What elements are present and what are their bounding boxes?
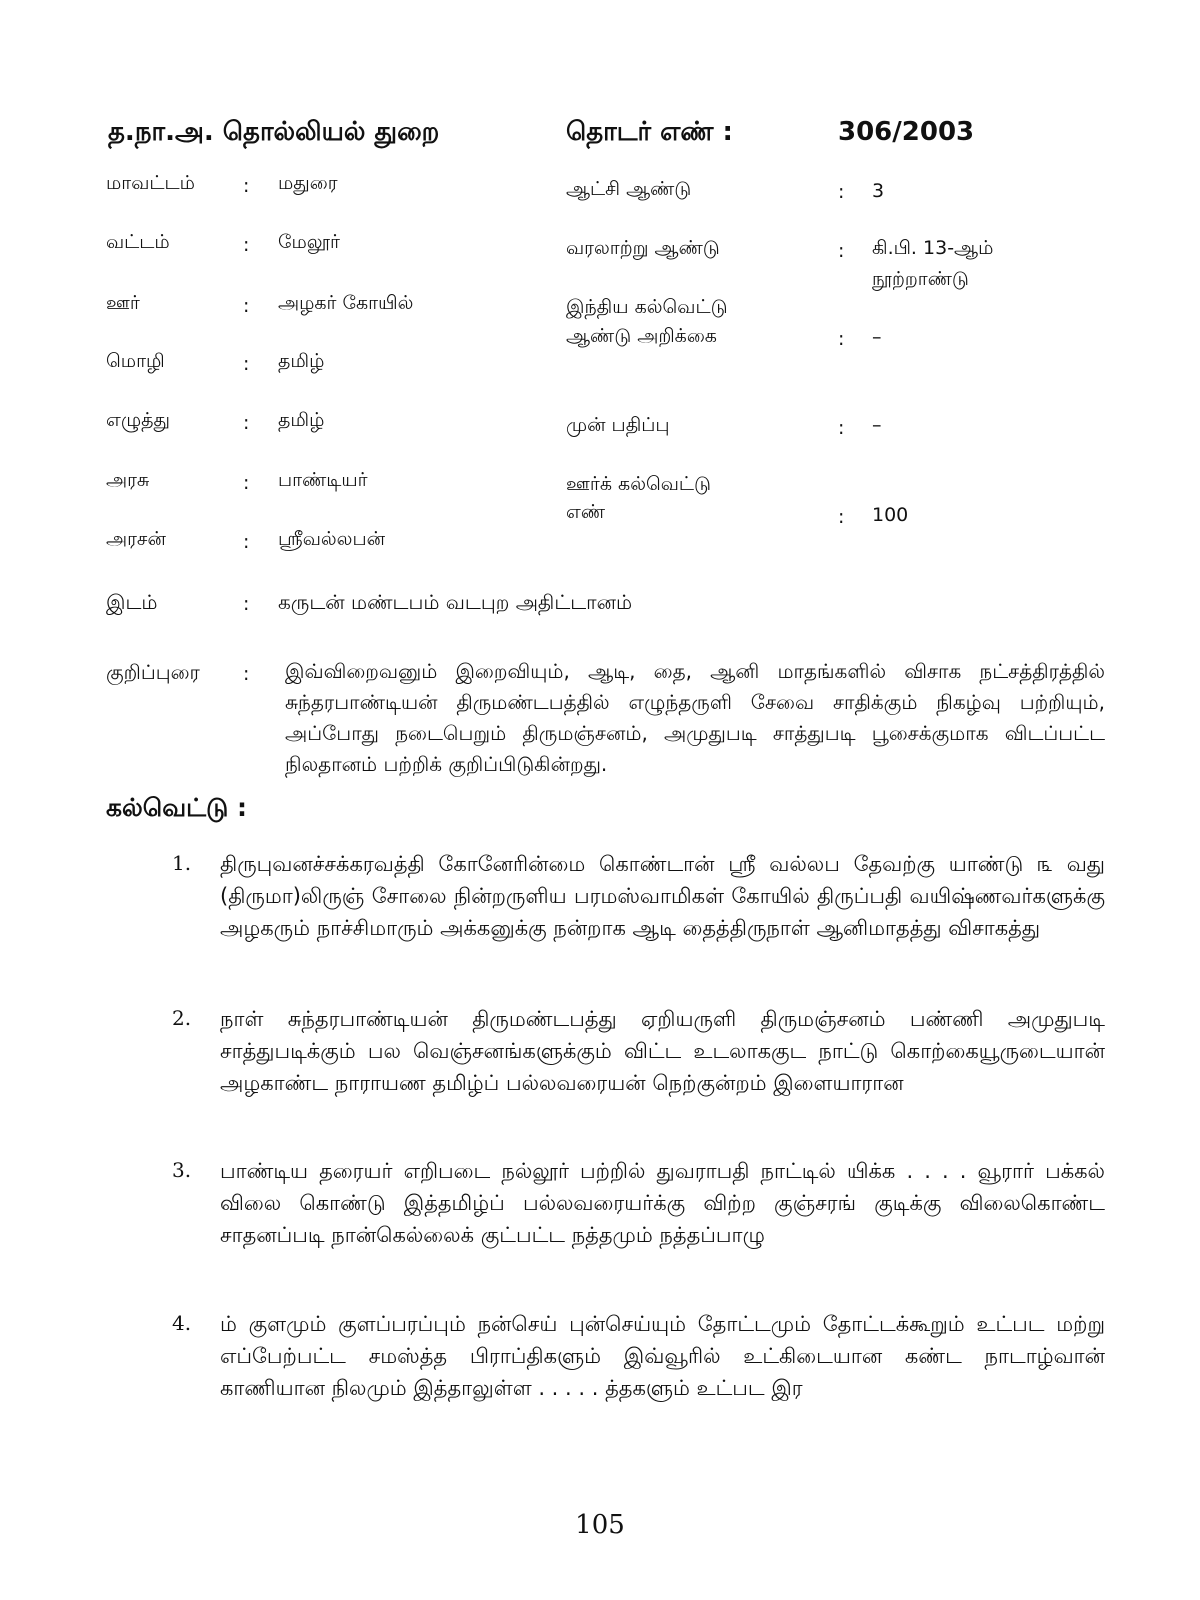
line-number: 4. <box>172 1311 192 1335</box>
field-label-continued: எண் <box>566 501 606 523</box>
field-colon: : <box>838 181 845 203</box>
field-colon: : <box>838 328 845 350</box>
field-colon: : <box>838 417 845 439</box>
field-label: வட்டம் <box>106 231 170 253</box>
field-value: – <box>872 414 882 436</box>
field-colon: : <box>243 234 250 256</box>
field-label: முன் பதிப்பு <box>566 414 670 436</box>
field-label: இந்திய கல்வெட்டு <box>566 296 728 318</box>
field-value: கி.பி. 13-ஆம் <box>872 237 994 259</box>
line-text: பாண்டிய தரையர் எறிபடை நல்லூர் பற்றில் துவராபதி நாட்டில் யிக்க . . . . வூரார் பக்கல் விலை கொண்டு இத்தமிழ்ப் பல்லவரையர்க்கு விற்ற குஞ்சரங் குடிக்கு விலைகொண்ட சாதனப்படி நான்கெல்லைக் குட்பட்ட நத்தமும் நத்தப்பாழு <box>220 1159 1105 1247</box>
field-label: எழுத்து <box>106 409 170 431</box>
field-colon: : <box>243 531 250 553</box>
line-number: 2. <box>172 1006 192 1030</box>
inscription-heading: கல்வெட்டு : <box>106 793 248 822</box>
field-value: ஸ்ரீவல்லபன் <box>278 528 386 550</box>
note-colon: : <box>243 663 250 685</box>
field-value: மதுரை <box>278 172 338 194</box>
field-label: மாவட்டம் <box>106 172 195 194</box>
field-value: அழகர் கோயில் <box>278 292 414 314</box>
field-colon: : <box>243 593 250 615</box>
line-number: 3. <box>172 1158 192 1182</box>
field-value: தமிழ் <box>278 409 325 431</box>
field-value: மேலூர் <box>278 231 340 253</box>
field-colon: : <box>243 295 250 317</box>
field-colon: : <box>243 412 250 434</box>
field-label: அரசன் <box>106 528 166 550</box>
field-value: 100 <box>872 504 909 526</box>
note-label: குறிப்புரை <box>106 660 200 684</box>
line-text: திருபுவனச்சக்கரவத்தி கோனேரின்மை கொண்டான் ஸ்ரீ வல்லப தேவற்கு யாண்டு ௩ வது (திருமா)லிருஞ் சோலை நின்றருளிய பரமஸ்வாமிகள் கோயில் திருப்பதி வயிஷ்ணவர்களுக்கு அழகரும் நாச்சிமாரும் அக்கனுக்கு நன்றாக ஆடி தைத்திருநாள் ஆனிமாதத்து விசாகத்து <box>220 852 1105 940</box>
field-value: 3 <box>872 180 885 202</box>
field-colon: : <box>838 240 845 262</box>
serial-label: தொடர் எண் : <box>566 117 733 147</box>
field-value: தமிழ் <box>278 350 325 372</box>
field-value: கருடன் மண்டபம் வடபுற அதிட்டானம் <box>278 590 633 614</box>
field-value-continued: நூற்றாண்டு <box>872 268 969 290</box>
field-label: ஆட்சி ஆண்டு <box>566 178 692 200</box>
field-value: பாண்டியர் <box>278 469 368 491</box>
field-colon: : <box>243 353 250 375</box>
field-label: மொழி <box>106 350 165 372</box>
field-colon: : <box>243 472 250 494</box>
note-text: இவ்விறைவனும் இறைவியும், ஆடி, தை, ஆனி மாதங்களில் விசாக நட்சத்திரத்தில் சுந்தரபாண்டியன் திருமண்டபத்தில் எழுந்தருளி சேவை சாதிக்கும் நிகழ்வு பற்றியும், அப்போது நடைபெறும் திருமஞ்சனம், அமுதுபடி சாத்துபடி பூசைக்குமாக விடப்பட்ட நிலதானம் பற்றிக் குறிப்பிடுகின்றது. <box>285 659 1105 776</box>
department-title: த.நா.அ. தொல்லியல் துறை <box>108 117 440 147</box>
field-label: ஊர்க் கல்வெட்டு <box>566 473 712 495</box>
line-text: நாள் சுந்தரபாண்டியன் திருமண்டபத்து ஏறியருளி திருமஞ்சனம் பண்ணி அமுதுபடி சாத்துபடிக்கும் பல வெஞ்சனங்களுக்கும் விட்ட உடலாககுட நாட்டு கொற்கையூருடையான் அழகாண்ட நாராயண தமிழ்ப் பல்லவரையன் நெற்குன்றம் இளையாரான <box>220 1007 1105 1095</box>
serial-number: 306/2003 <box>838 117 975 147</box>
field-label: வரலாற்று ஆண்டு <box>566 237 720 259</box>
line-text: ம் குளமும் குளப்பரப்பும் நன்செய் புன்செய்யும் தோட்டமும் தோட்டக்கூறும் உட்பட மற்று எப்பேற்பட்ட சமஸ்த்த பிராப்திகளும் இவ்வூரில் உட்கிடையான கண்ட நாடாழ்வான் காணியான நிலமும் இத்தாலுள்ள . . . . . த்தகளும் உட்பட இர <box>220 1312 1105 1400</box>
field-label: ஊர் <box>106 292 140 314</box>
line-number: 1. <box>172 851 192 875</box>
field-colon: : <box>243 175 250 197</box>
field-label-continued: ஆண்டு அறிக்கை <box>566 325 717 347</box>
field-value: – <box>872 326 882 348</box>
field-label: அரசு <box>106 469 150 491</box>
field-colon: : <box>838 506 845 528</box>
field-label: இடம் <box>106 590 158 614</box>
page-number: 105 <box>575 1510 625 1540</box>
